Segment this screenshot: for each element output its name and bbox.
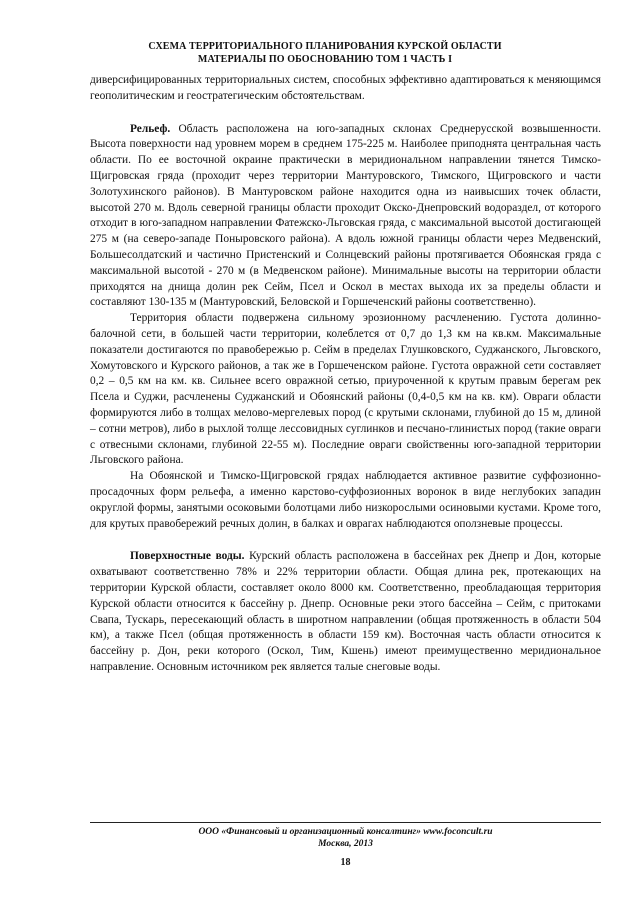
paragraph-erosion: Территория области подвержена сильному эрозионному расчленению. Густота долинно-балочной сети, в большей части территории, колеблется от 0,7 до 1,3 км на кв.км. Максимальные показатели достигаются по правобережью р. Сейм в пределах Глушковского, Суджанского, Льговского, Хомутовского и Курского районов, а так же в Горшеченском районе. Густота овражной сети составляет 0,2 – 0,5 км на км. кв. Сильнее всего овражной сетью, приуроченной к крутым правым берегам рек Псела и Суджи, расчленены Суджанский и Обоянский районы (0,4-0,5 км на кв. км). Овраги области формируются либо в толщах мелово-мергелевых пород (с крутыми склонами, глубиной до 15 м, длиной – сотни метров), либо в рыхлой толще лессовидных суглинков и песчано-глинистых пород (такие овраги с отвесными склонами, глубиной 22-55 м). Последние овраги свойственны юго-западной территории Льговского района. (90, 312, 601, 467)
paragraph-surface-water-text: Курский область расположена в бассейнах рек Днепр и Дон, которые охватывают соответственно 78% и 22% территории области. Общая длина рек, протекающих на территории Курской области, составляет около 8000 км. Соответственно, преобладающая территория Курской области относится к бассейну р. Днепр. Основные реки этого бассейна – Сейм, с притоками Свапа, Тускарь, пересекающий область в широтном направлении (общая протяженность в области 504 км), а также Псел (общая протяженность в области 159 км). Восточная часть области относится к бассейну р. Дон, реки которого (Оскол, Тим, Кшень) имеют преимущественно меридиональное направление. Основным источником рек является талые снеговые воды. (90, 550, 601, 673)
paragraph-relief-text: Область расположена на юго-западных склонах Среднерусской возвышенности. Высота поверхности над уровнем морем в среднем 175-225 м. Наиболее приподнята центральная часть области. По ее восточной окраине практически в меридиональном направлении тянется Тимско-Щигровская гряда (проходит через территории Мантуровского, Тимского, Щигровского и части Золотухинского районов). В Мантуровском районе находится одна из наивысших точек области, высотой 270 м. Вдоль северной границы области проходит Окско-Днепровский водораздел, от которого отходит в юго-западном направлении Фатежско-Льговская гряда, с максимальной высотой достигающей 275 м (на северо-западе Поныровского района). А вдоль южной границы области через Медвенский, Большесолдатский и частично Пристенский и Солнцевский районы протягивается Обоянская гряда с максимальной высотой - 270 м (в Медвенском районе). Минимальные высоты на территории области приходятся на днища долин рек Сейм, Псел и Оскол в местах выхода их за пределы области и составляют 130-135 м (Мантуровский, Беловской и Горшеченский районы соответственно). (90, 122, 601, 309)
paragraph-surface-water (90, 549, 601, 675)
page-footer (90, 826, 601, 850)
footer-divider (90, 822, 601, 823)
footer-company: ООО «Финансовый и организационный консалтинг» www.foconcult.ru (198, 827, 493, 837)
footer-location: Москва, 2013 (318, 839, 373, 849)
paragraph-relief (90, 122, 601, 312)
document-body (90, 73, 601, 676)
paragraph-continued: диверсифицированных территориальных систем, способных эффективно адаптироваться к меняющимся геополитическим и геостратегическим обстоятельствам. (90, 74, 601, 102)
section-label-relief: Рельеф. (130, 122, 171, 135)
header-subtitle: МАТЕРИАЛЫ ПО ОБОСНОВАНИЮ ТОМ 1 ЧАСТЬ I (197, 54, 453, 65)
header-title: СХЕМА ТЕРРИТОРИАЛЬНОГО ПЛАНИРОВАНИЯ КУРСКОЙ ОБЛАСТИ (148, 41, 502, 52)
section-label-surface-water: Поверхностные воды. (130, 550, 245, 563)
paragraph-karst: На Обоянской и Тимско-Щигровской грядах наблюдается активное развитие суффозионно-просадочных форм рельефа, а именно карстово-суффозионных воронок в виде неглубоких западин округлой формы, занятыми осоковыми болотцами либо низкорослыми осиновыми кустами. Кроме того, для крутых правобережий речных долин, в балках и оврагах наблюдаются оползневые процессы. (90, 470, 601, 530)
page-header (90, 40, 560, 66)
page-number: 18 (340, 857, 351, 868)
